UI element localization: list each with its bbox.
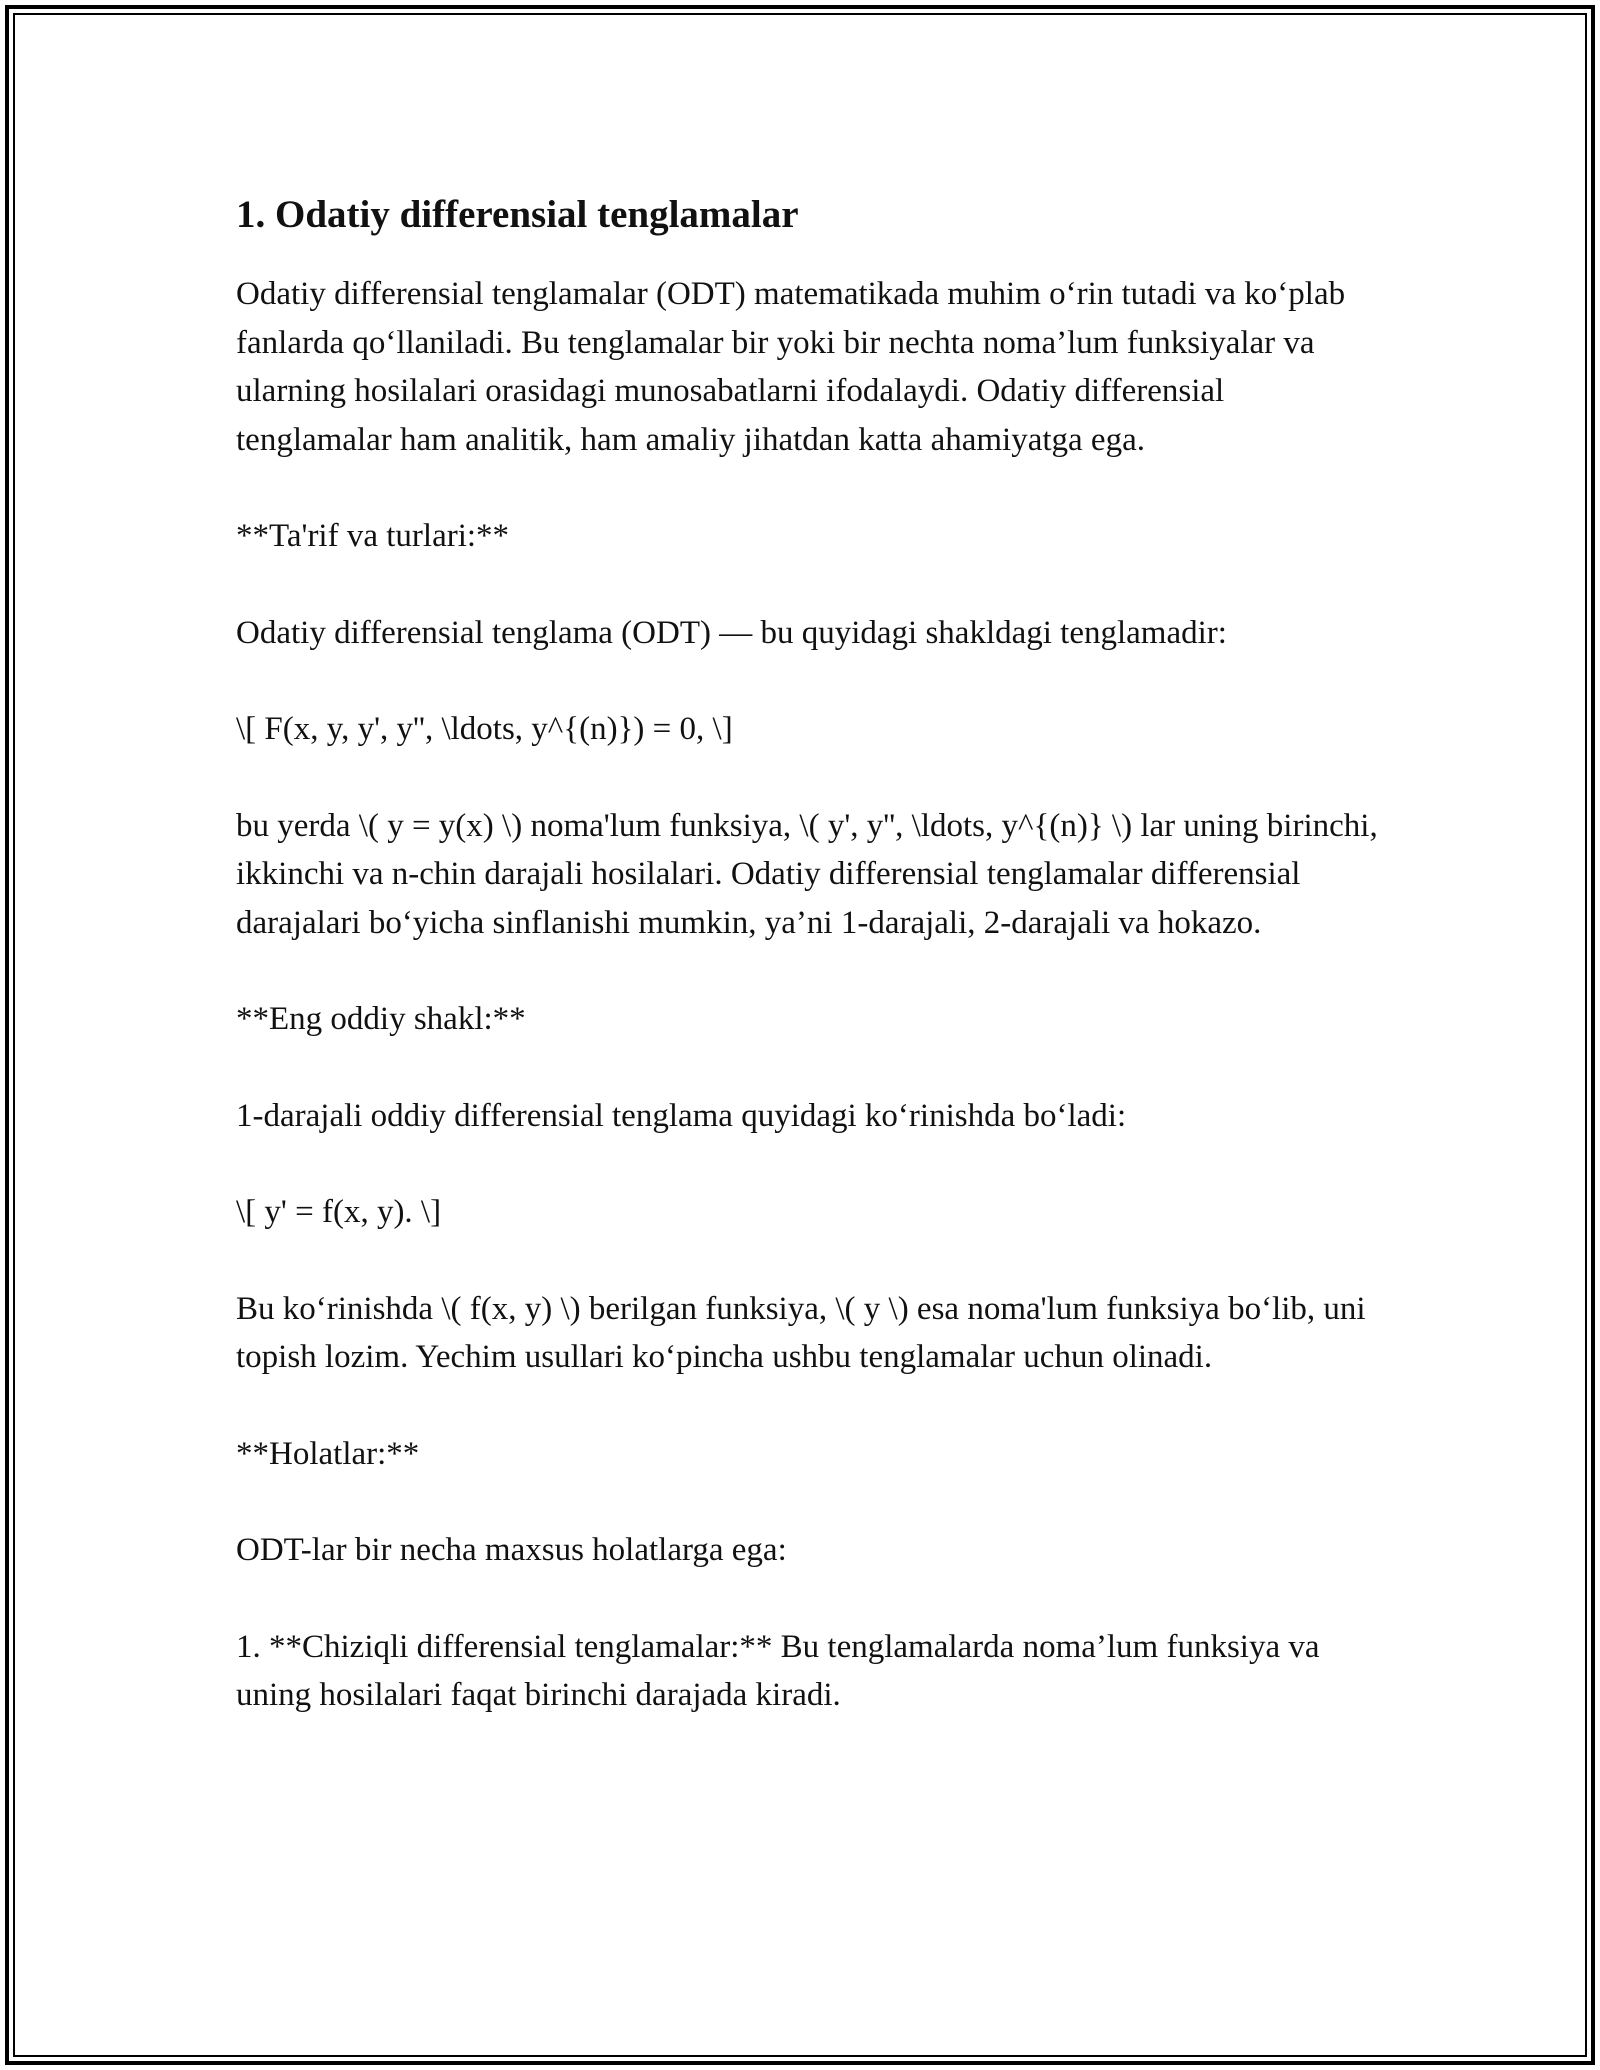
intro-paragraph: Odatiy differensial tenglamalar (ODT) matematikada muhim o‘rin tutadi va ko‘plab fanlarda qo‘llaniladi. Bu tenglamalar bir yoki bir nechta noma’lum funksiyalar va ularning hosilalari orasidagi munosabatlarni ifodalaydi. Odatiy differensial tenglamalar ham analitik, ham amaliy jihatdan katta ahamiyatga ega. [236,276,1346,458]
document-body [236,188,1386,1720]
definition-paragraph: Odatiy differensial tenglama (ODT) — bu quyidagi shakldagi tenglamadir: [236,614,1227,651]
general-equation: \[ F(x, y, y', y'', \ldots, y^{(n)}) = 0, \] [236,711,733,747]
definition-subheading: **Ta'rif va turlari:** [236,518,510,554]
simplest-form-paragraph: 1-darajali oddiy differensial tenglama quyidagi ko‘rinishda bo‘ladi: [236,1097,1127,1134]
first-order-explanation-paragraph: Bu ko‘rinishda \( f(x, y) \) berilgan funksiya, \( y \) esa noma'lum funksiya bo‘lib, uni topish lozim. Yechim usullari ko‘pincha ushbu tenglamalar uchun olinadi. [236,1290,1366,1375]
linear-equations-list-item: 1. **Chiziqli differensial tenglamalar:** Bu tenglamalarda noma’lum funksiya va uning hosilalari faqat birinchi darajada kiradi. [236,1628,1320,1713]
equation-explanation-paragraph: bu yerda \( y = y(x) \) noma'lum funksiya, \( y', y'', \ldots, y^{(n)} \) lar uning birinchi, ikkinchi va n-chin darajali hosilalari. Odatiy differensial tenglamalar differensial darajalari bo‘yicha sinflanishi mumkin, ya’ni 1-darajali, 2-darajali va hokazo. [236,807,1378,941]
cases-subheading: **Holatlar:** [236,1435,420,1472]
first-order-equation: \[ y' = f(x, y). \] [236,1194,442,1230]
simplest-form-subheading: **Eng oddiy shakl:** [236,1001,526,1037]
cases-intro-paragraph: ODT-lar bir necha maxsus holatlarga ega: [236,1532,787,1568]
section-heading: 1. Odatiy differensial tenglamalar [236,193,799,236]
